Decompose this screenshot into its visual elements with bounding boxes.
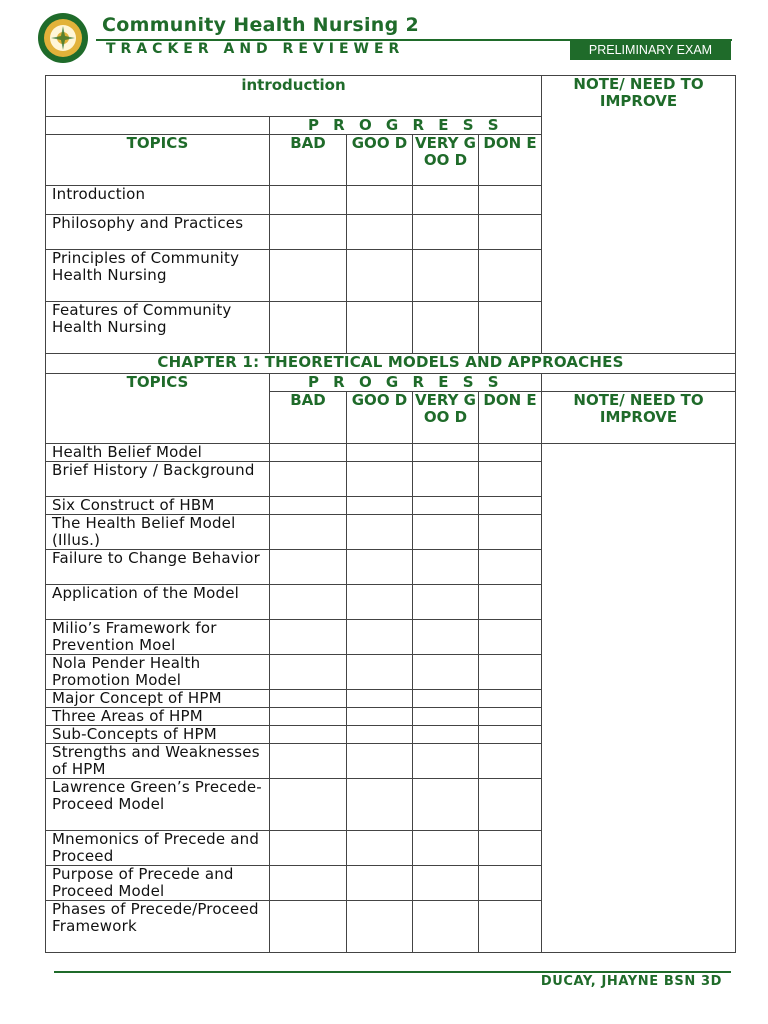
progress-cell-good[interactable] [347, 708, 413, 726]
column-header-good: GOO D [347, 392, 413, 444]
topic-label: Milio’s Framework for Prevention Moel [46, 620, 270, 655]
progress-cell-done[interactable] [479, 779, 542, 831]
progress-cell-very-good[interactable] [413, 497, 479, 515]
document-title: Community Health Nursing 2 [102, 14, 419, 36]
progress-cell-done[interactable] [479, 444, 542, 462]
progress-cell-very-good[interactable] [413, 708, 479, 726]
topic-label: Purpose of Precede and Proceed Model [46, 866, 270, 901]
column-header-done: DON E [479, 135, 542, 186]
column-header-very-good: VERY GOO D [413, 392, 479, 444]
progress-cell-done[interactable] [479, 302, 542, 354]
progress-cell-good[interactable] [347, 585, 413, 620]
note-column-header: NOTE/ NEED TO IMPROVE [542, 392, 736, 444]
progress-cell-done[interactable] [479, 186, 542, 215]
progress-cell-done[interactable] [479, 515, 542, 550]
progress-cell-bad[interactable] [270, 620, 347, 655]
progress-cell-bad[interactable] [270, 215, 347, 250]
progress-cell-good[interactable] [347, 302, 413, 354]
topics-header: TOPICS [46, 135, 270, 186]
progress-cell-bad[interactable] [270, 462, 347, 497]
progress-cell-done[interactable] [479, 831, 542, 866]
progress-cell-done[interactable] [479, 250, 542, 302]
progress-cell-good[interactable] [347, 779, 413, 831]
progress-cell-done[interactable] [479, 655, 542, 690]
exam-badge: PRELIMINARY EXAM [570, 40, 731, 60]
progress-cell-done[interactable] [479, 620, 542, 655]
progress-cell-very-good[interactable] [413, 462, 479, 497]
progress-cell-done[interactable] [479, 462, 542, 497]
progress-cell-good[interactable] [347, 901, 413, 953]
topic-label: Nola Pender Health Promotion Model [46, 655, 270, 690]
progress-cell-done[interactable] [479, 708, 542, 726]
topic-label: Strengths and Weaknesses of HPM [46, 744, 270, 779]
progress-cell-very-good[interactable] [413, 901, 479, 953]
progress-cell-very-good[interactable] [413, 585, 479, 620]
progress-header: P R O G R E S S [270, 374, 542, 392]
column-header-very-good: VERY GOO D [413, 135, 479, 186]
progress-cell-good[interactable] [347, 620, 413, 655]
progress-cell-done[interactable] [479, 497, 542, 515]
progress-cell-done[interactable] [479, 744, 542, 779]
progress-cell-very-good[interactable] [413, 550, 479, 585]
progress-cell-very-good[interactable] [413, 744, 479, 779]
progress-cell-good[interactable] [347, 866, 413, 901]
progress-cell-good[interactable] [347, 831, 413, 866]
progress-cell-done[interactable] [479, 550, 542, 585]
topic-label: Features of Community Health Nursing [46, 302, 270, 354]
progress-cell-done[interactable] [479, 866, 542, 901]
progress-cell-bad[interactable] [270, 250, 347, 302]
section-title: introduction [46, 76, 542, 117]
progress-cell-very-good[interactable] [413, 726, 479, 744]
author-label: DUCAY, JHAYNE BSN 3D [540, 974, 722, 989]
progress-cell-good[interactable] [347, 462, 413, 497]
topic-label: Application of the Model [46, 585, 270, 620]
progress-cell-done[interactable] [479, 901, 542, 953]
note-cell[interactable] [542, 444, 736, 953]
topic-label: Mnemonics of Precede and Proceed [46, 831, 270, 866]
progress-cell-good[interactable] [347, 655, 413, 690]
topic-label: Sub-Concepts of HPM [46, 726, 270, 744]
progress-cell-good[interactable] [347, 744, 413, 779]
progress-cell-bad[interactable] [270, 779, 347, 831]
progress-cell-bad[interactable] [270, 831, 347, 866]
progress-cell-very-good[interactable] [413, 215, 479, 250]
column-header-good: GOO D [347, 135, 413, 186]
progress-cell-good[interactable] [347, 497, 413, 515]
progress-header: P R O G R E S S [270, 117, 542, 135]
progress-cell-bad[interactable] [270, 726, 347, 744]
progress-cell-very-good[interactable] [413, 444, 479, 462]
column-header-done: DON E [479, 392, 542, 444]
progress-cell-very-good[interactable] [413, 779, 479, 831]
topic-label: Six Construct of HBM [46, 497, 270, 515]
progress-cell-bad[interactable] [270, 901, 347, 953]
progress-cell-very-good[interactable] [413, 655, 479, 690]
progress-cell-good[interactable] [347, 726, 413, 744]
topic-label: Major Concept of HPM [46, 690, 270, 708]
progress-cell-very-good[interactable] [413, 866, 479, 901]
progress-cell-very-good[interactable] [413, 515, 479, 550]
topic-label: Introduction [46, 186, 270, 215]
progress-cell-good[interactable] [347, 515, 413, 550]
progress-cell-done[interactable] [479, 215, 542, 250]
progress-cell-very-good[interactable] [413, 186, 479, 215]
progress-cell-bad[interactable] [270, 708, 347, 726]
progress-cell-good[interactable] [347, 250, 413, 302]
progress-cell-good[interactable] [347, 550, 413, 585]
progress-cell-done[interactable] [479, 585, 542, 620]
progress-cell-good[interactable] [347, 215, 413, 250]
progress-cell-done[interactable] [479, 690, 542, 708]
progress-cell-good[interactable] [347, 444, 413, 462]
progress-cell-bad[interactable] [270, 302, 347, 354]
topic-label: The Health Belief Model (Illus.) [46, 515, 270, 550]
progress-cell-done[interactable] [479, 726, 542, 744]
topic-label: Phases of Precede/Proceed Framework [46, 901, 270, 953]
progress-cell-bad[interactable] [270, 497, 347, 515]
topics-header: TOPICS [46, 374, 270, 444]
topic-label: Health Belief Model [46, 444, 270, 462]
topic-label: Brief History / Background [46, 462, 270, 497]
topic-label: Philosophy and Practices [46, 215, 270, 250]
progress-cell-good[interactable] [347, 690, 413, 708]
document-subtitle: TRACKER AND REVIEWER [106, 41, 405, 57]
progress-cell-bad[interactable] [270, 444, 347, 462]
column-header-bad: BAD [270, 135, 347, 186]
progress-cell-bad[interactable] [270, 515, 347, 550]
progress-cell-bad[interactable] [270, 585, 347, 620]
college-seal-icon [33, 12, 93, 64]
progress-cell-bad[interactable] [270, 550, 347, 585]
topic-label: Lawrence Green’s Precede-Proceed Model [46, 779, 270, 831]
progress-cell-bad[interactable] [270, 866, 347, 901]
chapter-title: CHAPTER 1: THEORETICAL MODELS AND APPROACHES [46, 354, 736, 374]
progress-cell-bad[interactable] [270, 744, 347, 779]
note-column-header: NOTE/ NEED TO IMPROVE [542, 76, 736, 354]
progress-cell-bad[interactable] [270, 655, 347, 690]
footer-rule [54, 971, 731, 973]
progress-cell-bad[interactable] [270, 186, 347, 215]
progress-cell-very-good[interactable] [413, 620, 479, 655]
topic-label: Three Areas of HPM [46, 708, 270, 726]
tracker-table [45, 75, 736, 953]
topic-label: Failure to Change Behavior [46, 550, 270, 585]
progress-cell-very-good[interactable] [413, 250, 479, 302]
column-header-bad: BAD [270, 392, 347, 444]
progress-cell-very-good[interactable] [413, 831, 479, 866]
progress-cell-bad[interactable] [270, 690, 347, 708]
progress-cell-good[interactable] [347, 186, 413, 215]
topic-label: Principles of Community Health Nursing [46, 250, 270, 302]
progress-cell-very-good[interactable] [413, 302, 479, 354]
progress-cell-very-good[interactable] [413, 690, 479, 708]
